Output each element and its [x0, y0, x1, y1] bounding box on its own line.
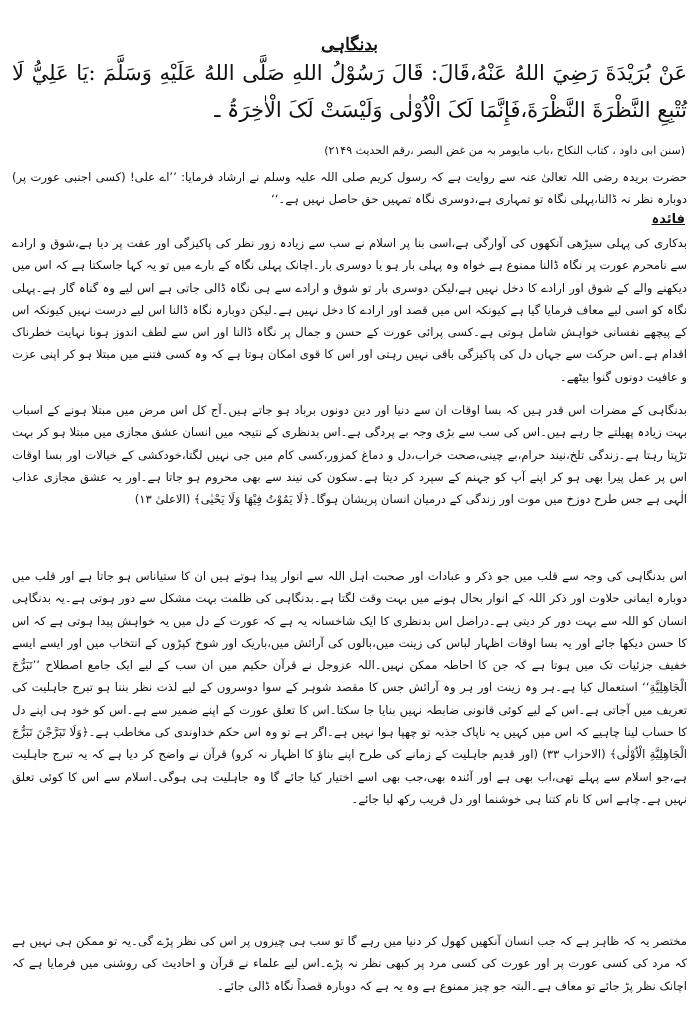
- paragraph-text: بدکاری کی پہلی سیڑھی آنکھوں کی آوارگی ہے،اسی بنا پر اسلام نے سب سے زیادہ زور نظر کی پاکیزگی اور عفت پر دیا ہے،شوق و ارادے سے نامحرم عورت پر نگاہ ڈالنا ممنوع ہے خواہ وہ پہلی بار ہو یا دوسری بار۔اچانک پہلی نگاہ کے بارے میں تو یہ کہا جاسکتا ہے کہ اس میں دیکھنے والے کے شوق اور ارادے کا دخل نہیں ہے،لیکن دوسری بار تو شوق و ارادے سے ہی نگاہ ڈالی جاتی ہے اس لیے وہ گناہ گار ہے۔پہلی نگاہ کو اسی لیے معاف فرمایا گیا ہے کیونکہ اس میں قصد اور ارادے کا دخل نہیں ہے۔لیکن دوبارہ نگاہ ڈالنا اس لیے درست نہیں کیونکہ اس کے پیچھے نفسانی خواہش شامل ہوتی ہے۔کسی پرائی عورت کے حسن و جمال پر نگاہ ڈالنا اور اس سے لطف اندوز ہونا نہایت خطرناک اقدام ہے۔اس حرکت سے جہاں دل کی پاکیزگی باقی نہیں رہتی اور اس کا قوی امکان ہوتا ہے کہ وہ کسی فتنے میں مبتلا ہو کر اپنی عزت و عافیت دونوں گنوا بیٹھے۔: [12, 236, 687, 384]
- page-title: بدنگاہی: [320, 35, 379, 55]
- paragraph-text: بدنگاہی کے مضرات اس قدر ہیں کہ بسا اوقات ان سے دنیا اور دین دونوں برباد ہو جاتے ہیں۔آج کل اس مرض میں مبتلا ہونے کے اسباب بہت زیادہ پھیلتے جا رہے ہیں۔اس کی سب سے بڑی وجہ بے پردگی ہے۔اس بدنظری کے نتیجہ میں انسان عشق مجازی میں مبتلا ہو کر بہت تڑپتا رہتا ہے۔زندگی تلخ،نیند حرام،بے چینی،صحت خراب،دل و دماغ کمزور،کسی کام میں جی نہیں لگتا،خودکشی کے خیالات اور بسا اوقات اس پر عمل پیرا بھی ہو کر اپنے آپ کو جہنم کے سپرد کر دیتا ہے۔سکون کی نیند سے بھی محروم ہو جاتا ہے۔اور یہ عشق مجازی عذاب الٰہی ہے جس طرح دوزخ میں موت اور زندگی کے درمیان انسان پریشان ہوگا۔﴿لَا يَمُوْتُ فِيْهَا وَلَا يَحْيٰی﴾ (الاعلیٰ ۱۳): [12, 403, 687, 507]
- hadith-reference: (سنن ابی داود ، کتاب النکاح ،باب مایومر بہ من غض البصر ،رقم الحدیث ۲۱۴۹): [324, 144, 685, 157]
- paragraph: [12, 232, 687, 390]
- section-heading: فائدہ: [651, 212, 685, 227]
- paragraph: [12, 399, 687, 557]
- paragraph: [12, 930, 687, 1012]
- paragraph-text: اس بدنگاہی کی وجہ سے قلب میں جو ذکر و عبادات اور صحبت اہل اللہ سے انوار پیدا ہوتے ہیں ان کا ستیاناس ہو جاتا ہے اور قلب میں دوبارہ ایمانی حلاوت اور ذکر اللہ کے انوار بحال ہونے میں بہت وقت لگتا ہے۔بدنگاہی کی ظلمت بہت مشکل سے دور ہوتی ہے۔یہ بدنگاہی انسان کو اللہ سے بہت دور کر دیتی ہے۔دراصل اس بدنظری کا ایک شاخسانہ یہ ہے کہ عورت کے دل میں یہ خواہش پیدا ہوتی ہے کہ اس کا حسن دیکھا جائے اور یہ بسا اوقات اظہار لباس کی زینت میں،بالوں کی آرائش میں،باریک اور شوخ کپڑوں کے انتخاب میں اور ایسے ایسے خفیف جزئیات تک میں ہوتا ہے کہ جن کا احاطہ ممکن نہیں۔اللہ عزوجل نے قرآن حکیم میں ان سب کے لیے ایک جامع اصطلاح ’’تَبَرُّجَ الْجَاهِلِيَّةِ‘‘ استعمال کیا ہے۔ہر وہ زینت اور ہر وہ آرائش جس کا مقصد شوہر کے سوا دوسروں کے لیے لذت نظر بننا ہو تبرج جاہلیت کی تعریف میں آجاتی ہے۔اس کے لیے کوئی قانونی ضابطہ نہیں بنایا جا سکتا۔اس کا تعلق عورت کے اپنے ضمیر سے ہے۔اس کو خود ہی اپنے دل کا حساب لینا چاہیے کہ اس میں کہیں یہ ناپاک جذبہ تو چھپا ہوا نہیں ہے۔اگر ہے تو وہ اس حکم خداوندی کی مخاطب ہے۔﴿وَلَا تَبَرَّجْنَ تَبَرُّجَ الْجَاهِلِيَّةِ الْاُوْلٰی﴾ (الاحزاب ۳۳) (اور قدیم جاہلیت کے زمانے کی طرح اپنے بناؤ کا اظہار نہ کرو) قرآن نے واضح کر دیا ہے کہ یہ تبرج جاہلیت ہے،جو اسلام سے پہلے تھی،اب بھی ہے اور آئندہ بھی،جب بھی اسے اختیار کیا جائے گا وہ جاہلیت ہی ہوگی۔اسلام سے اس کا کوئی تعلق نہیں ہے۔چاہے اس کا نام کتنا ہی خوشنما اور دل فریب رکھ لیا جائے۔: [12, 569, 687, 806]
- hadith-arabic-text: عَنْ بُرَيْدَةَ رَضِيَ اللهُ عَنْهُ،قَالَ: قَالَ رَسُوْلُ اللهِ صَلَّى اللهُ عَلَيْهِ وَسَلَّمَ :يَا عَلِيُّ لَا تُتْبِعِ النَّظْرَةَ النَّظْرَةَ،فَإِنَّمَا لَکَ الْاُوْلٰی وَلَيْسَتْ لَکَ الْاٰخِرَۃُ ـ: [12, 61, 687, 122]
- paragraph: [12, 565, 687, 925]
- hadith-translation: حضرت بریدہ رضی اللہ تعالیٰ عنہ سے روایت ہے کہ رسول کریم صلی اللہ علیہ وسلم نے ارشاد فرمایا: ’’اے علی! (کسی اجنبی عورت پر) دوبارہ نظر نہ ڈالنا،پہلی نگاہ تو تمہاری ہے،دوسری نگاہ تمہیں حق حاصل نہیں ہے۔‘‘: [12, 170, 687, 206]
- paragraph-text: مختصر یہ کہ ظاہر ہے کہ جب انسان آنکھیں کھول کر دنیا میں رہے گا تو سب ہی چیزوں پر اس کی نظر پڑے گی۔یہ تو ممکن ہی نہیں ہے کہ مرد کی کسی عورت پر اور عورت کی کسی مرد پر کبھی نظر نہ پڑے۔اس لیے علماء نے قرآن و احادیث کی روشنی میں فرمایا ہے کہ اچانک نظر پڑ جائے تو معاف ہے۔البتہ جو چیز ممنوع ہے وہ یہ ہے کہ دوبارہ قصداً نگاہ ڈالی جائے۔: [12, 934, 687, 993]
